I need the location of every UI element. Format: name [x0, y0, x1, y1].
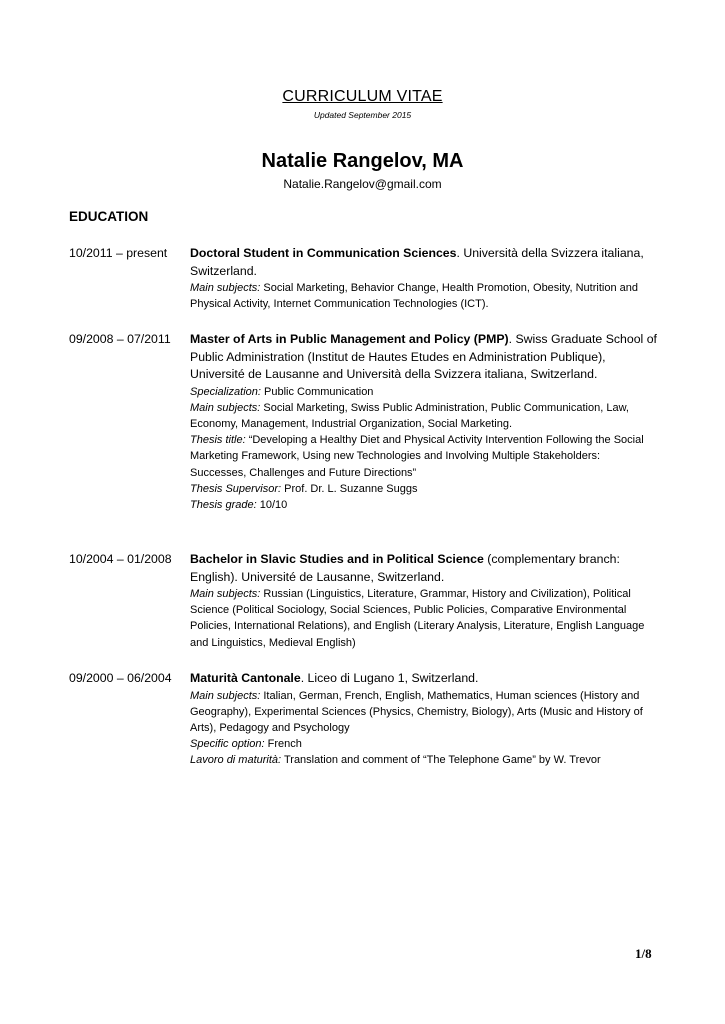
detail-text: Social Marketing, Swiss Public Administration, Public Communication, Law, Economy, Management, Industrial Organization, Social Marketing. — [190, 401, 629, 430]
detail-text: Prof. Dr. L. Suzanne Suggs — [281, 482, 418, 495]
entry-degree: Maturità Cantonale — [190, 671, 301, 685]
entry-dates: 10/2004 – 01/2008 — [69, 552, 172, 566]
updated-date: Updated September 2015 — [313, 110, 412, 120]
entry-dates: 09/2008 – 07/2011 — [69, 332, 171, 346]
entry-detail — [190, 432, 658, 481]
detail-label: Main subjects: — [190, 689, 261, 702]
entry-detail — [190, 736, 658, 752]
entry-body — [190, 670, 658, 769]
detail-text: “Developing a Healthy Diet and Physical Activity Intervention Following the Social Marketing Framework, Using new Technologies and Involving Multiple Stakeholders: Successes, Challenges and Future Directions” — [190, 434, 644, 479]
person-name: Natalie Rangelov, MA — [261, 150, 464, 172]
entry-detail — [190, 586, 658, 651]
entry-detail — [190, 497, 658, 513]
entry-institution: . Università della Svizzera italiana, Switzerland. — [190, 246, 644, 278]
entry-body — [190, 331, 658, 513]
entry-detail — [190, 400, 658, 432]
entry-institution: (complementary branch: English). Université de Lausanne, Switzerland. — [190, 552, 620, 584]
entry-dates: 09/2000 – 06/2004 — [69, 671, 172, 685]
detail-text: Russian (Linguistics, Literature, Grammar, History and Civilization), Political Science (Political Sociology, Social Sciences, Public Policies, Comparative Environmental Policies, International Relations), and English (Literary Analysis, Literature, English Language and Linguistics, Medieval English) — [190, 588, 645, 649]
entry-institution: . Swiss Graduate School of Public Administration (Institut de Hautes Etudes en Administration Publique), Université de Lausanne and Università della Svizzera italiana, Switzerland. — [190, 332, 657, 381]
detail-label: Main subjects: — [190, 282, 261, 294]
entry-main — [190, 551, 658, 586]
detail-text: French — [264, 738, 302, 751]
detail-label: Specialization: — [190, 385, 261, 398]
entry-degree: Bachelor in Slavic Studies and in Political Science — [190, 552, 484, 566]
entry-detail — [190, 280, 658, 312]
education-heading: EDUCATION — [69, 209, 149, 224]
detail-label: Main subjects: — [190, 401, 261, 414]
entry-main — [190, 331, 658, 384]
email-address[interactable]: Natalie.Rangelov@gmail.com — [283, 177, 442, 191]
detail-text: Social Marketing, Behavior Change, Health Promotion, Obesity, Nutrition and Physical Activity, Internet Communication Technologies (ICT). — [190, 282, 638, 311]
detail-text: Italian, German, French, English, Mathematics, Human sciences (History and Geography), Experimental Sciences (Physics, Chemistry, Biology), Arts (Music and History of Arts), Pedagogy and Psychology — [190, 689, 643, 734]
detail-label: Lavoro di maturità: — [190, 754, 282, 767]
detail-label: Thesis Supervisor: — [190, 482, 282, 495]
entry-detail — [190, 688, 658, 737]
detail-label: Thesis title: — [190, 434, 246, 447]
page-number: 1/8 — [635, 946, 652, 961]
entry-detail — [190, 384, 658, 400]
entry-body — [190, 245, 658, 312]
detail-text: Translation and comment of “The Telephone Game” by W. Trevor — [281, 754, 601, 767]
entry-detail — [190, 752, 658, 768]
document-title: CURRICULUM VITAE — [282, 88, 443, 105]
entry-institution: . Liceo di Lugano 1, Switzerland. — [300, 671, 479, 685]
detail-label: Specific option: — [190, 738, 265, 751]
detail-text: Public Communication — [260, 385, 374, 398]
detail-text: 10/10 — [256, 498, 288, 511]
entry-main — [190, 245, 658, 280]
detail-label: Main subjects: — [190, 588, 261, 600]
entry-detail — [190, 481, 658, 497]
entry-degree: Master of Arts in Public Management and Policy (PMP) — [190, 332, 509, 346]
entry-dates: 10/2011 – present — [69, 246, 168, 260]
entry-body — [190, 551, 658, 651]
entry-degree: Doctoral Student in Communication Sciences — [190, 246, 457, 260]
detail-label: Thesis grade: — [190, 498, 257, 511]
entry-main — [190, 670, 658, 688]
